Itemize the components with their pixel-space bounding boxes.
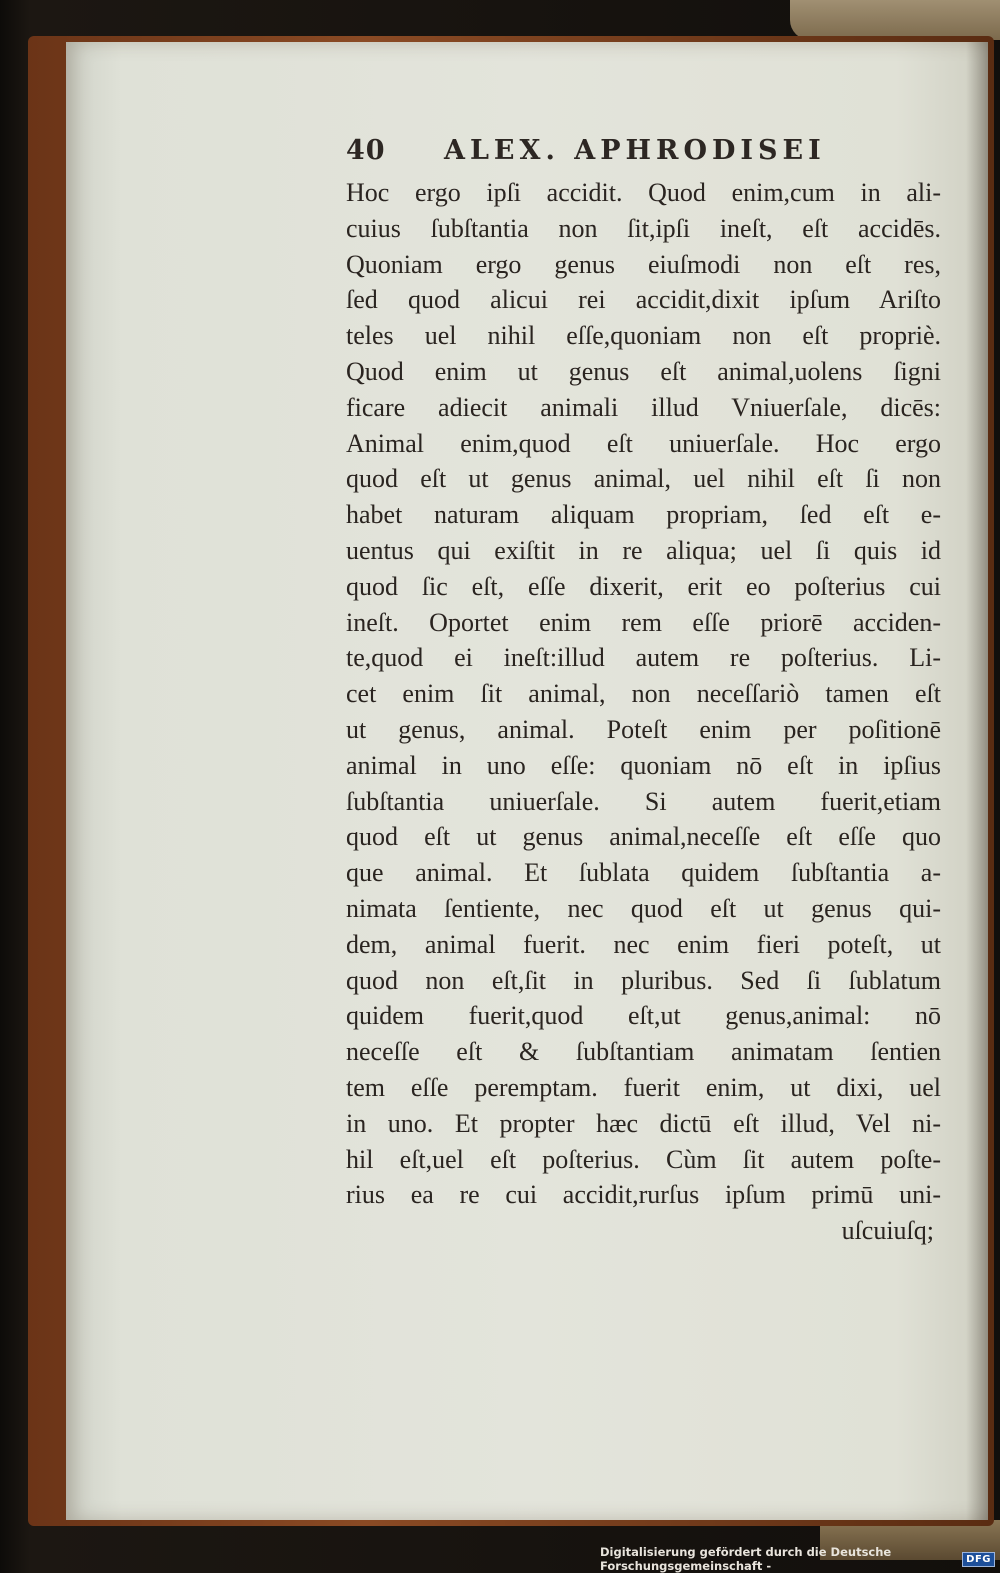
text-line: cuius ſubſtantia non ſit,ipſi ineſt, eſt accidēs.	[346, 213, 941, 243]
digitization-footer	[600, 1545, 995, 1573]
text-block	[346, 135, 946, 1249]
text-line: Quod enim ut genus eſt animal,uolens ſigni	[346, 356, 941, 386]
text-line: ineſt. Oportet enim rem eſſe priorē acciden-	[346, 607, 941, 637]
running-title: ALEX. APHRODISEI	[444, 135, 826, 166]
text-line: teles uel nihil eſſe,quoniam non eſt propriè.	[346, 321, 941, 351]
text-line: quod eſt ut genus animal, uel nihil eſt ſi non	[346, 464, 941, 494]
body-text	[346, 175, 946, 1213]
text-line: ſed quod alicui rei accidit,dixit ipſum Ariſto	[346, 285, 941, 315]
text-line: habet naturam aliquam propriam, ſed eſt e-	[346, 500, 941, 530]
text-line: nimata ſentiente, nec quod eſt ut genus qui-	[346, 893, 941, 923]
text-line: in uno. Et propter hæc dictū eſt illud, Vel ni-	[346, 1108, 941, 1138]
catchword: uſcuiuſq;	[841, 1216, 934, 1246]
text-line: quod eſt ut genus animal,neceſſe eſt eſſe quo	[346, 822, 941, 852]
book-top-edge	[790, 0, 1000, 40]
text-line: uentus qui exiſtit in re aliqua; uel ſi quis id	[346, 535, 941, 565]
text-line: te,quod ei ineſt:illud autem re poſterius. Li-	[346, 643, 941, 673]
text-line: Hoc ergo ipſi accidit. Quod enim,cum in ali-	[346, 178, 941, 207]
text-line: ſubſtantia uniuerſale. Si autem fuerit,etiam	[346, 786, 941, 816]
dfg-logo: DFG	[962, 1552, 995, 1567]
text-line: quod ſic eſt, eſſe dixerit, erit eo poſterius cui	[346, 571, 941, 601]
footer-credit: Digitalisierung gefördert durch die Deutsche Forschungsgemeinschaft -	[600, 1545, 892, 1573]
text-line: quidem fuerit,quod eſt,ut genus,animal: nō	[346, 1001, 941, 1031]
running-head	[346, 135, 946, 171]
text-line: rius ea re cui accidit,rurſus ipſum primū uni-	[346, 1180, 941, 1210]
text-line: quod non eſt,ſit in pluribus. Sed ſi ſublatum	[346, 965, 941, 995]
page-number: 40	[346, 135, 386, 166]
text-line: cet enim ſit animal, non neceſſariò tamen eſt	[346, 679, 941, 709]
text-line: neceſſe eſt & ſubſtantiam animatam ſentien	[346, 1037, 941, 1067]
text-line: dem, animal fuerit. nec enim fieri poteſt, ut	[346, 929, 941, 959]
text-line: hil eſt,uel eſt poſterius. Cùm ſit autem poſte-	[346, 1144, 941, 1174]
text-line: Quoniam ergo genus eiuſmodi non eſt res,	[346, 249, 941, 279]
text-line: tem eſſe peremptam. fuerit enim, ut dixi, uel	[346, 1072, 941, 1102]
text-line: animal in uno eſſe: quoniam nō eſt in ipſius	[346, 750, 941, 780]
page-edge-shadow	[966, 42, 988, 1520]
text-line: ficare adiecit animali illud Vniuerſale, dicēs:	[346, 392, 941, 422]
text-line: Animal enim,quod eſt uniuerſale. Hoc ergo	[346, 428, 941, 458]
text-line: que animal. Et ſublata quidem ſubſtantia a-	[346, 858, 941, 888]
text-line: ut genus, animal. Poteſt enim per poſitionē	[346, 714, 941, 744]
